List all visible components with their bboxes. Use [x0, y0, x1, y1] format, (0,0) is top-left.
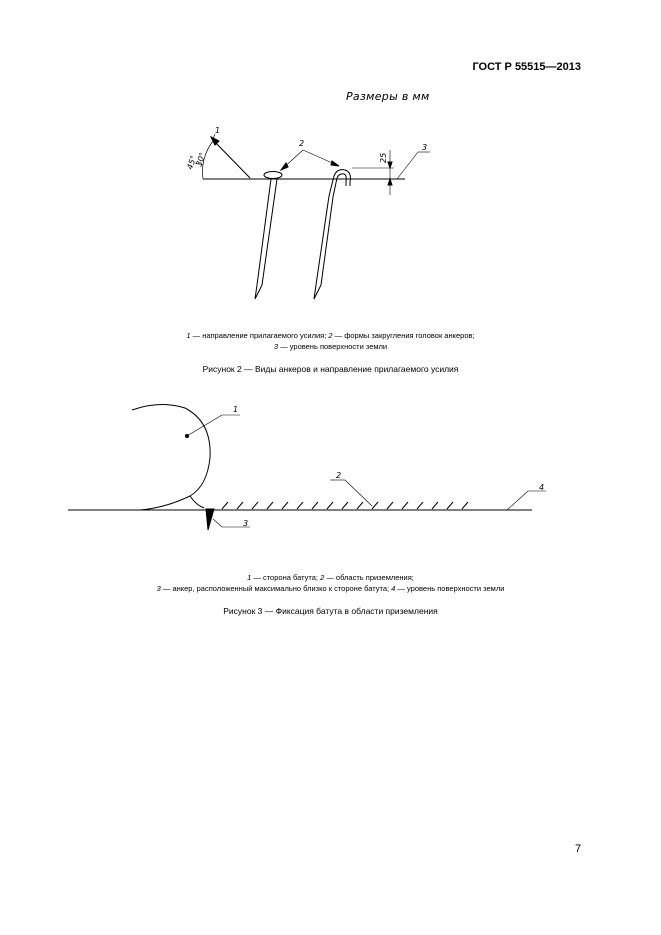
fig2-angle-30: 30° [194, 151, 208, 168]
dimension-note: Размеры в мм [346, 90, 430, 103]
figure-3-legend-line-1: 1 — сторона батута; 2 — область приземления; [247, 573, 414, 582]
standard-number: ГОСТ Р 55515—2013 [472, 61, 581, 73]
page-number: 7 [575, 843, 582, 855]
fig3-label-1: 1 [233, 405, 239, 414]
fig2-angle-45: 45° [185, 154, 199, 171]
figure-2-legend-line-1: 1 — направление прилагаемого усилия; 2 — формы закругления головок анкеров; [186, 331, 475, 340]
anchor-fig3 [206, 509, 214, 530]
fig3-label-2: 2 [336, 471, 342, 480]
figure-3-caption: Рисунок 3 — Фиксация батута в области приземления [223, 606, 438, 616]
fig2-dimension-25: 25 [379, 152, 388, 163]
fig2-label-1: 1 [215, 126, 221, 135]
fig2-label-3: 3 [422, 143, 428, 152]
figure-3-legend-line-2: 3 — анкер, расположенный максимально близко к стороне батута; 4 — уровень поверхности земли [156, 584, 505, 593]
figure-2-legend-line-2: 3 — уровень поверхности земли [273, 342, 388, 351]
fig3-label-3: 3 [243, 519, 249, 528]
figure-2-caption: Рисунок 2 — Виды анкеров и направление прилагаемого усилия [202, 364, 459, 374]
trampoline-side [132, 404, 210, 510]
fig2-label-2: 2 [299, 139, 305, 148]
landing-area-hatching [222, 502, 468, 509]
fig3-label-4: 4 [539, 483, 545, 492]
